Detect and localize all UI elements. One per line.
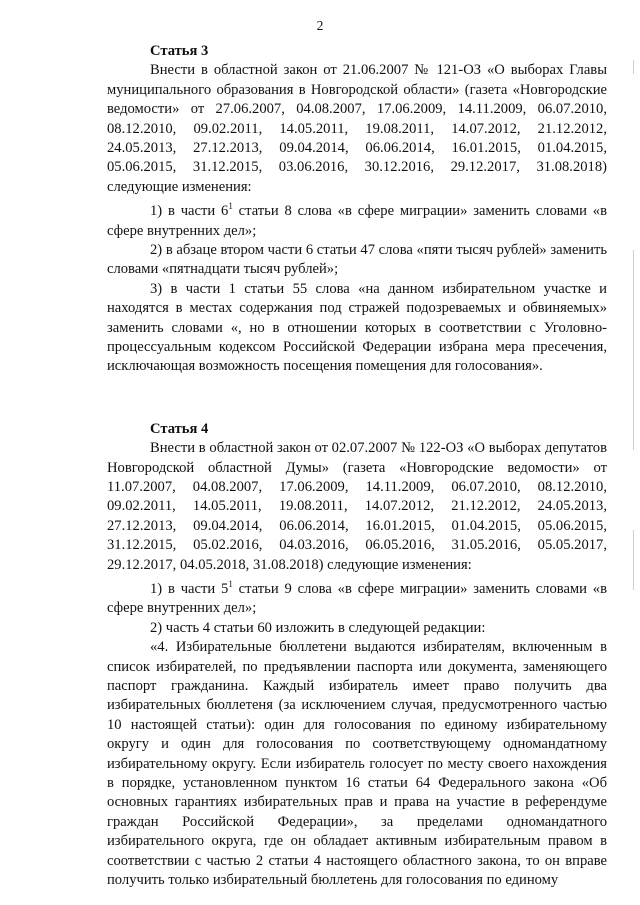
article-3-item-1-superscript: 1: [228, 201, 233, 212]
article-4-item-2: 2) часть 4 статьи 60 изложить в следующей редакции:: [150, 619, 486, 636]
article-4-item-1-rest: статьи 9 слова «в сфере миграции» заменить словами «в сфере внутренних дел»;: [107, 580, 607, 617]
article-4-intro: Внести в областной закон от 02.07.2007 № 122-ОЗ «О выборах депутатов Новгородской областной Думы» (газета «Новгородские ведомости» от 11.07.2007, 04.08.2007, 17.06.2009, 14.11.2009, 06.07.2010, 08.12.2010, 09.02.2011, 14.05.2011, 19.08.2011, 14.07.2012, 21.12.2012, 24.05.2013, 27.12.2013, 09.04.2014, 06.06.2014, 16.01.2015, 01.04.2015, 05.06.2015, 31.12.2015, 05.02.2016, 04.03.2016, 06.05.2016, 31.05.2016, 05.05.2017, 29.12.2017, 04.05.2018, 31.08.2018) следующие изменения:: [107, 440, 607, 573]
article-4-heading: Статья 4: [150, 420, 209, 437]
page-number: 2: [316, 18, 324, 33]
scan-edge-mark: [633, 60, 634, 74]
scan-edge-mark: [633, 250, 634, 450]
article-4-item-1-text: 1) в части 5: [150, 580, 229, 597]
article-3-intro: Внести в областной закон от 21.06.2007 № 121-ОЗ «О выборах Главы муниципального образования в Новгородской области» (газета «Новгородские ведомости» от 27.06.2007, 04.08.2007, 17.06.2009, 14.11.2009, 06.07.2010, 08.12.2010, 09.02.2011, 14.05.2011, 19.08.2011, 14.07.2012, 21.12.2012, 24.05.2013, 27.12.2013, 09.04.2014, 06.06.2014, 16.01.2015, 01.04.2015, 05.06.2015, 31.12.2015, 03.06.2016, 30.12.2016, 29.12.2017, 31.08.2018) следующие изменения:: [107, 62, 607, 195]
scan-edge-mark: [633, 530, 634, 590]
article-3-item-1-text: 1) в части 6: [150, 203, 229, 220]
article-3-item-1: [107, 197, 607, 241]
article-3-item-3: 3) в части 1 статьи 55 слова «на данном избирательном участке и находятся в местах содержания под стражей подозреваемых и обвиняемых» заменить словами «, но в отношении которых в соответствии с Уголовно-процессуальным кодексом Российской Федерации избрана мера пресечения, исключающая возможность посещения помещения для голосования».: [107, 280, 607, 375]
article-4-item-1: [107, 575, 607, 619]
article-4-quote: «4. Избирательные бюллетени выдаются избирателям, включенным в список избирателей, по предъявлении паспорта или документа, заменяющего паспорт гражданина. Каждый избиратель имеет право получить два избирательных бюллетеня (за исключением случая, предусмотренного частью 10 настоящей статьи): один для голосования по единому избирательному округу и один для голосования по соответствующему одномандатному избирательному округу. Если избиратель голосует по месту своего нахождения в порядке, установленном пунктом 16 статьи 64 Федерального закона «Об основных гарантиях избирательных прав и права на участие в референдуме граждан Российской Федерации», за пределами одномандатного избирательного округа, где он обладает активным избирательным правом в соответствии с частью 2 статьи 4 настоящего областного закона, то он вправе получить только избирательный бюллетень для голосования по единому: [107, 639, 607, 888]
article-3-heading: Статья 3: [150, 43, 209, 59]
document-body: [107, 42, 607, 890]
article-3-item-1-rest: статьи 8 слова «в сфере миграции» заменить словами «в сфере внутренних дел»;: [107, 203, 607, 239]
section-spacer: [107, 377, 607, 420]
article-4-item-1-superscript: 1: [228, 579, 233, 590]
article-3-item-2: 2) в абзаце втором части 6 статьи 47 слова «пяти тысяч рублей» заменить словами «пятнадцати тысяч рублей»;: [107, 241, 607, 278]
